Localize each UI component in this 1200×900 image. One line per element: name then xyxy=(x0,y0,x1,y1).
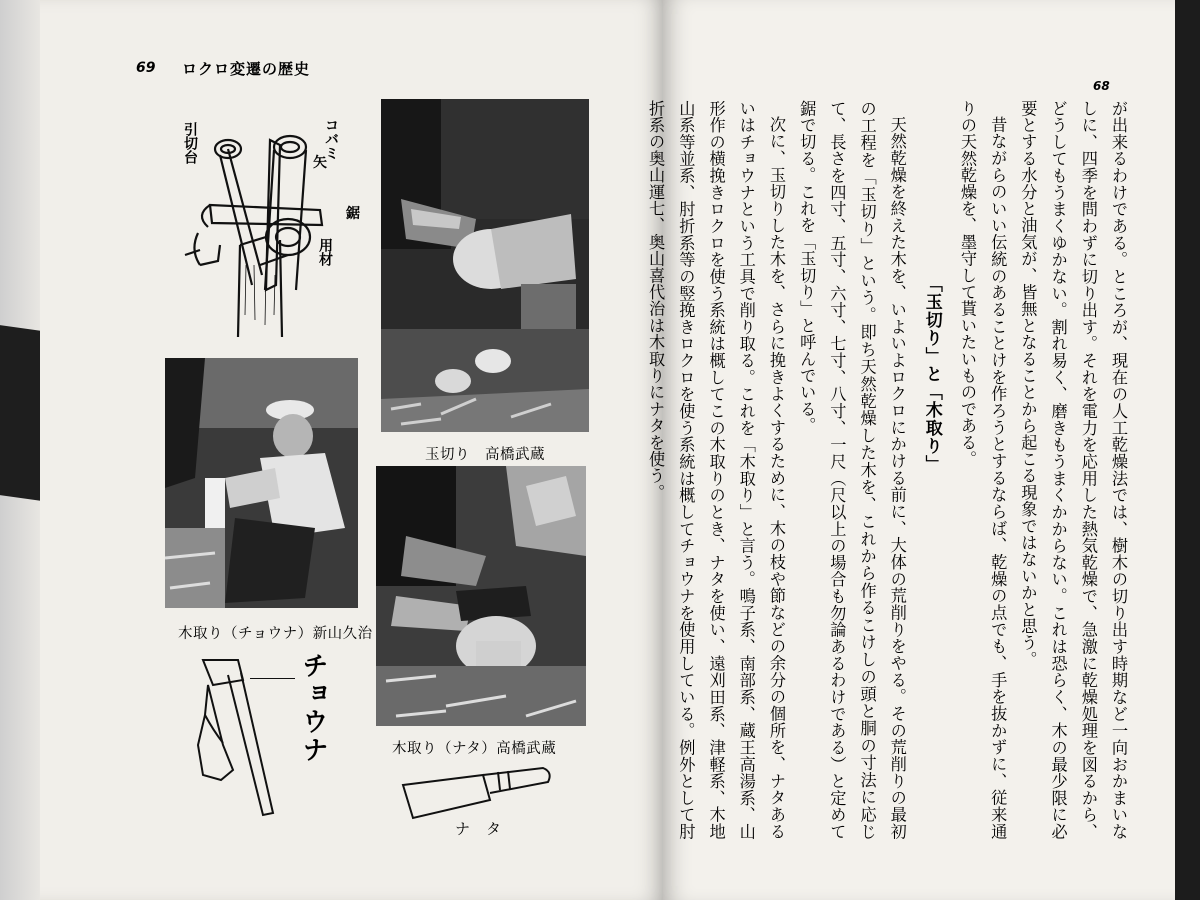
running-head: ロクロ変遷の歴史 xyxy=(182,60,311,78)
chouna-illustration xyxy=(183,655,278,830)
label-ya: 矢 xyxy=(313,155,327,171)
nata-drawing xyxy=(398,760,553,822)
paragraph-1: が出来るわけである。ところが、現在の人工乾燥法では、樹木の切り出す時期など一向おかまいなしに、四季を問わずに切り出す。それを電力を応用した熱気乾燥で、急激に乾燥処理を図るから、どうしてもうまくゆかない。割れ易く、磨きもうまくかからない。これは恐らく、木の最少限に必要とする水分と油気が、皆無となることから起こる現象ではないかと思う。 xyxy=(1018,100,1128,840)
photo-tamagiri xyxy=(381,99,589,432)
photo-kidori-chouna xyxy=(165,358,358,608)
sawing-illustration xyxy=(170,115,370,340)
chouna-leader-line xyxy=(250,678,295,679)
caption-kidori-chouna: 木取り（チョウナ）新山久治 xyxy=(178,626,373,642)
page-number-right: 68 xyxy=(1093,79,1110,93)
paragraph-2: 昔ながらのいい伝統のあることけを作ろうとするならば、乾燥の点でも、手を抜かずに、従来通りの天然乾燥を、墨守して貰いたいものである。 xyxy=(957,100,1008,840)
label-hikikiridai: 引切台 xyxy=(182,122,198,164)
nata-illustration xyxy=(398,760,553,822)
sawing-diagram xyxy=(170,115,370,340)
caption-kidori-nata: 木取り（ナタ）高橋武蔵 xyxy=(392,741,557,757)
photo-kidori-chouna-image xyxy=(165,358,358,608)
label-youzai: 用材 xyxy=(317,238,333,266)
paragraph-4: 次に、玉切りした木を、さらに挽きよくするために、木の枝や節などの余分の個所を、ナタあるいはチョウナという工具で削り取る。これを「木取り」と言う。鳴子系、南部系、蔵王高湯系、山形作の横挽きロクロを使う系統は概してこの木取りのとき、ナタを使い、遠刈田系、津軽系、木地山系等並系、肘折系等の竪挽きロクロを使う系統は概してチョウナを使用している。例外として肘折系の奥山運七、奥山喜代治は木取りにナタを使う。 xyxy=(646,100,786,840)
photo-tamagiri-image xyxy=(381,99,589,432)
paragraph-3: 天然乾燥を終えた木を、いよいよロクロにかける前に、大体の荒削りをやる。その荒削りの最初の工程を「玉切り」という。即ち天然乾燥した木を、これから作るこけしの頭と胴の寸法に応じて、長さを四寸、五寸、六寸、七寸、八寸、一尺（尺以上の場合も勿論あるわけである）と定めて鋸で切る。これを「玉切り」と呼んでいる。 xyxy=(797,100,907,840)
label-kobami: コバミ xyxy=(323,118,339,160)
photo-kidori-nata xyxy=(376,466,586,726)
page-number-left: 69 xyxy=(136,60,156,76)
desk-background-right xyxy=(1172,0,1200,900)
caption-tamagiri: 玉切り 高橋武蔵 xyxy=(425,447,545,463)
label-nokogiri: 鋸 xyxy=(346,206,360,222)
photo-kidori-nata-image xyxy=(376,466,586,726)
body-text xyxy=(646,100,1133,840)
section-heading: 「玉切り」と「木取り」 xyxy=(921,275,942,473)
label-nata: ナ タ xyxy=(455,820,502,838)
chouna-drawing xyxy=(183,655,278,830)
label-chouna: チョウナ xyxy=(298,652,328,764)
